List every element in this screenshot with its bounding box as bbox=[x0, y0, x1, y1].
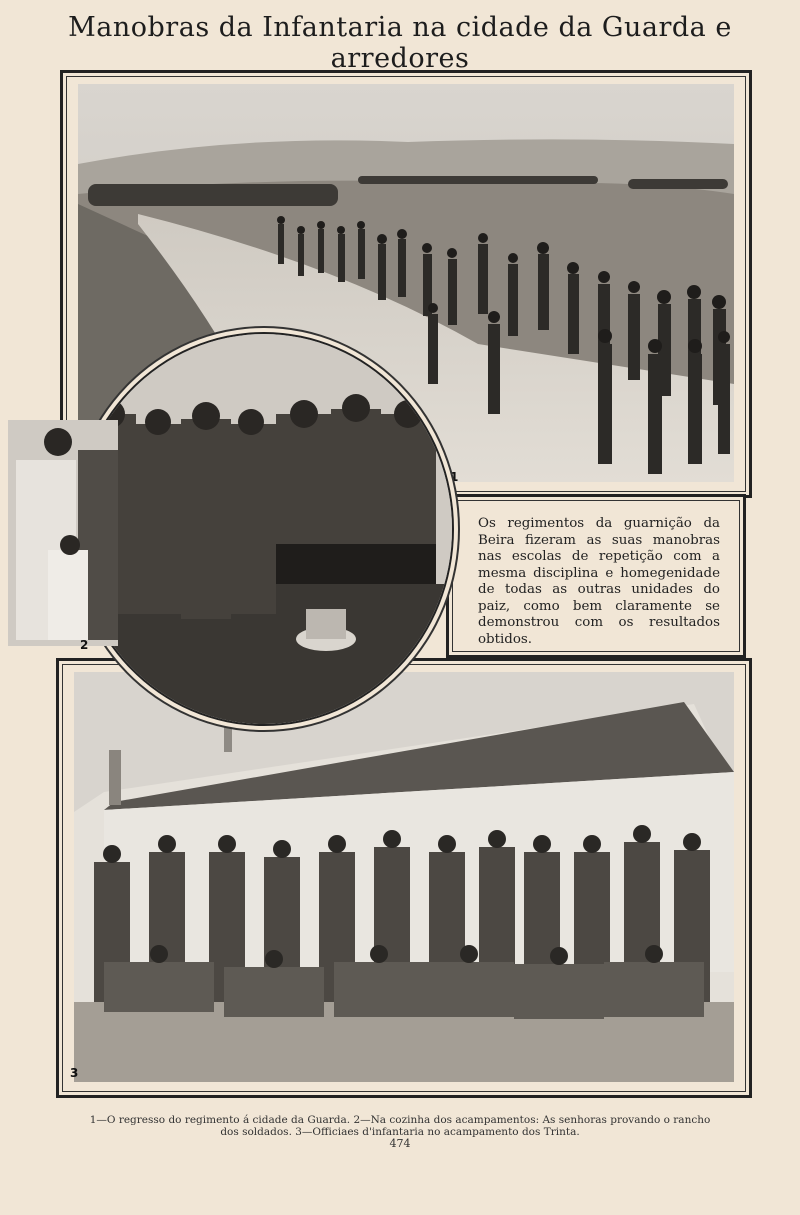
body-text: Os regimentos da guarnição da Beira fizeram as suas manobras nas escolas de repetição com a mesma disciplina e homegenidade de todas as outras unidades do paiz, como bem claramente se demonstrou com os resultados obtidos. bbox=[478, 516, 720, 647]
photo-2-camp-kitchen bbox=[74, 332, 454, 726]
page-number: 474 bbox=[389, 1137, 411, 1150]
photo-2-number: 2 bbox=[80, 638, 89, 652]
photo-2-left-extension bbox=[8, 420, 118, 646]
body-text-box bbox=[452, 500, 738, 652]
photo-3-number: 3 bbox=[70, 1066, 79, 1080]
photo-3-officers-group bbox=[74, 672, 734, 1082]
page-title: Manobras da Infantaria na cidade da Guarda e arredores bbox=[68, 12, 732, 74]
photo-1-number: 1 bbox=[450, 470, 459, 484]
caption-line-2: dos soldados. 3—Officiaes d'infantaria no acampamento dos Trinta. bbox=[220, 1126, 580, 1138]
photo-caption bbox=[40, 1114, 760, 1138]
caption-line-1: 1—O regresso do regimento á cidade da Guarda. 2—Na cozinha dos acampamentos: As senhoras provando o rancho bbox=[89, 1114, 711, 1126]
